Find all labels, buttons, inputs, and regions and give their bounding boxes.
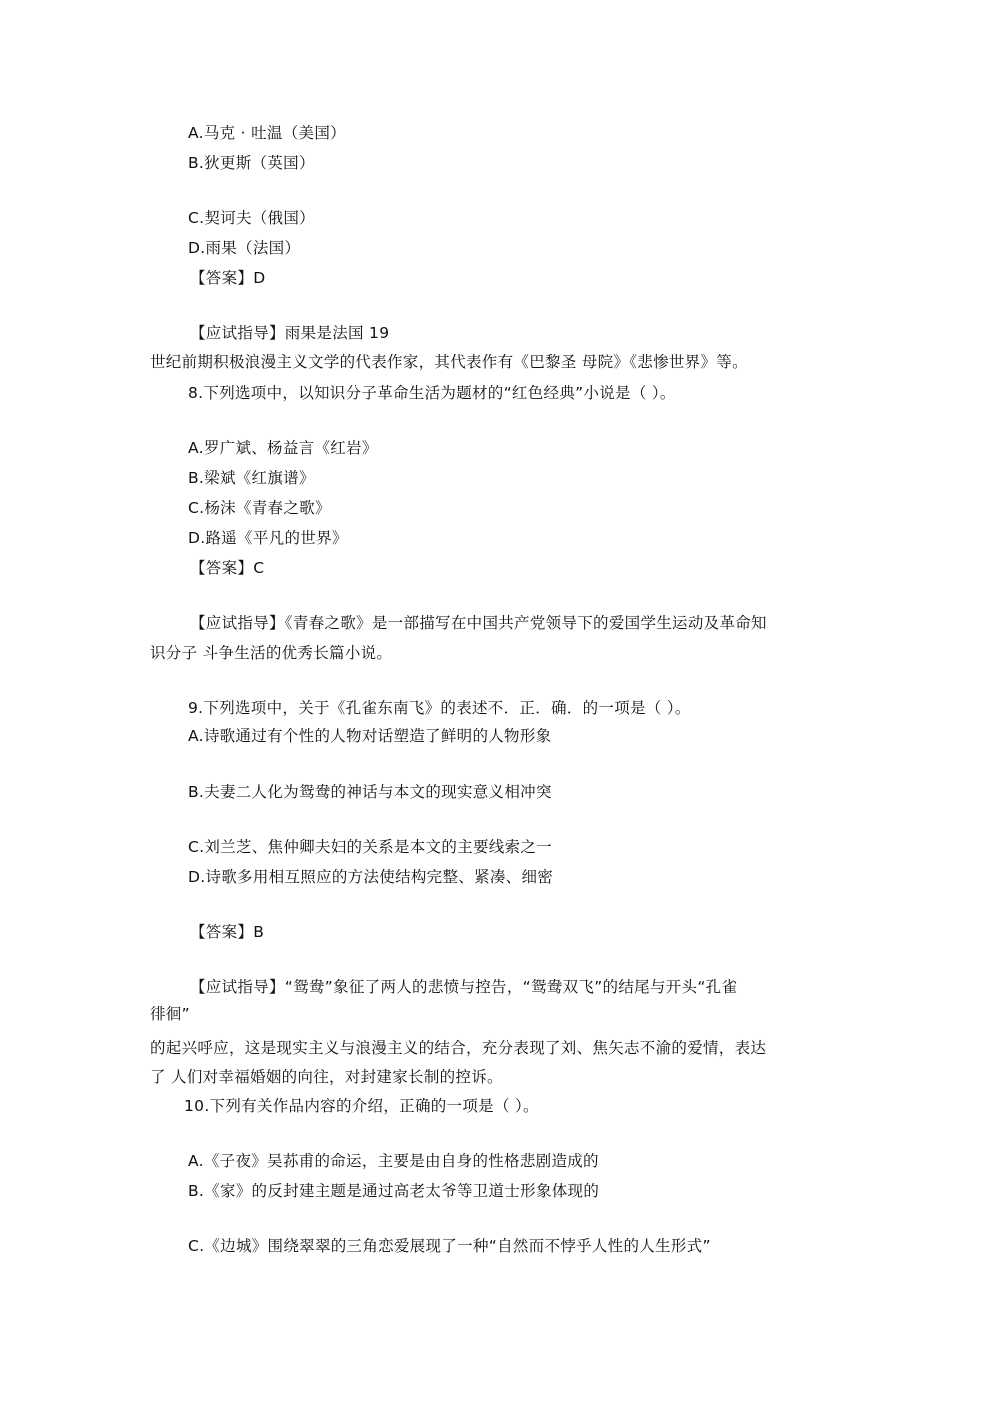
q9-option-a: A.诗歌通过有个性的人物对话塑造了鲜明的人物形象	[188, 727, 552, 745]
q10-option-c: C.《边城》围绕翠翠的三角恋爱展现了一种“自然而不悖乎人性的人生形式”	[188, 1237, 711, 1255]
q7-guide-line-2: 世纪前期积极浪漫主义文学的代表作家，其代表作有《巴黎圣 母院》《悲惨世界》等。	[150, 353, 748, 371]
q8-option-d: D.路遥《平凡的世界》	[188, 529, 348, 547]
q9-guide-line-4: 了 人们对幸福婚姻的向往，对封建家长制的控诉。	[150, 1068, 503, 1086]
q7-option-a: A.马克 · 吐温（美国）	[188, 124, 346, 142]
q10-option-b: B.《家》的反封建主题是通过高老太爷等卫道士形象体现的	[188, 1182, 600, 1200]
q8-answer: 【答案】C	[190, 559, 265, 577]
q9-option-b: B.夫妻二人化为鸳鸯的神话与本文的现实意义相冲突	[188, 783, 552, 801]
q7-guide-line-1: 【应试指导】雨果是法国 19	[190, 324, 390, 342]
q8-guide-line-2: 识分子 斗争生活的优秀长篇小说。	[150, 644, 393, 662]
q9-guide-line-3: 的起兴呼应，这是现实主义与浪漫主义的结合，充分表现了刘、焦矢志不渝的爱情，表达	[150, 1039, 767, 1057]
q9-option-c: C.刘兰芝、焦仲卿夫妇的关系是本文的主要线索之一	[188, 838, 552, 856]
q10-option-a: A.《子夜》吴荪甫的命运，主要是由自身的性格悲剧造成的	[188, 1152, 599, 1170]
q7-answer: 【答案】D	[190, 269, 266, 287]
q9-option-d: D.诗歌多用相互照应的方法使结构完整、紧凑、细密	[188, 868, 554, 886]
q9-guide-line-1: 【应试指导】“鸳鸯”象征了两人的悲愤与控告，“鸳鸯双飞”的结尾与开头“孔雀	[190, 978, 738, 996]
q8-option-c: C.杨沫《青春之歌》	[188, 499, 331, 517]
q8-option-b: B.梁斌《红旗谱》	[188, 469, 315, 487]
q8-question: 8.下列选项中，以知识分子革命生活为题材的“红色经典”小说是（ ）。	[188, 384, 676, 402]
q8-guide-line-1: 【应试指导】《青春之歌》是一部描写在中国共产党领导下的爱国学生运动及革命知	[190, 614, 767, 632]
q7-option-d: D.雨果（法国）	[188, 239, 301, 257]
q9-answer: 【答案】B	[190, 923, 265, 941]
q10-question: 10.下列有关作品内容的介绍，正确的一项是（ ）。	[184, 1097, 539, 1115]
q7-option-c: C.契诃夫（俄国）	[188, 209, 315, 227]
q8-option-a: A.罗广斌、杨益言《红岩》	[188, 439, 378, 457]
q9-guide-line-2: 徘徊”	[150, 1005, 190, 1023]
q7-option-b: B.狄更斯（英国）	[188, 154, 315, 172]
q9-question: 9.下列选项中，关于《孔雀东南飞》的表述不．正．确．的一项是（ ）。	[188, 699, 691, 717]
